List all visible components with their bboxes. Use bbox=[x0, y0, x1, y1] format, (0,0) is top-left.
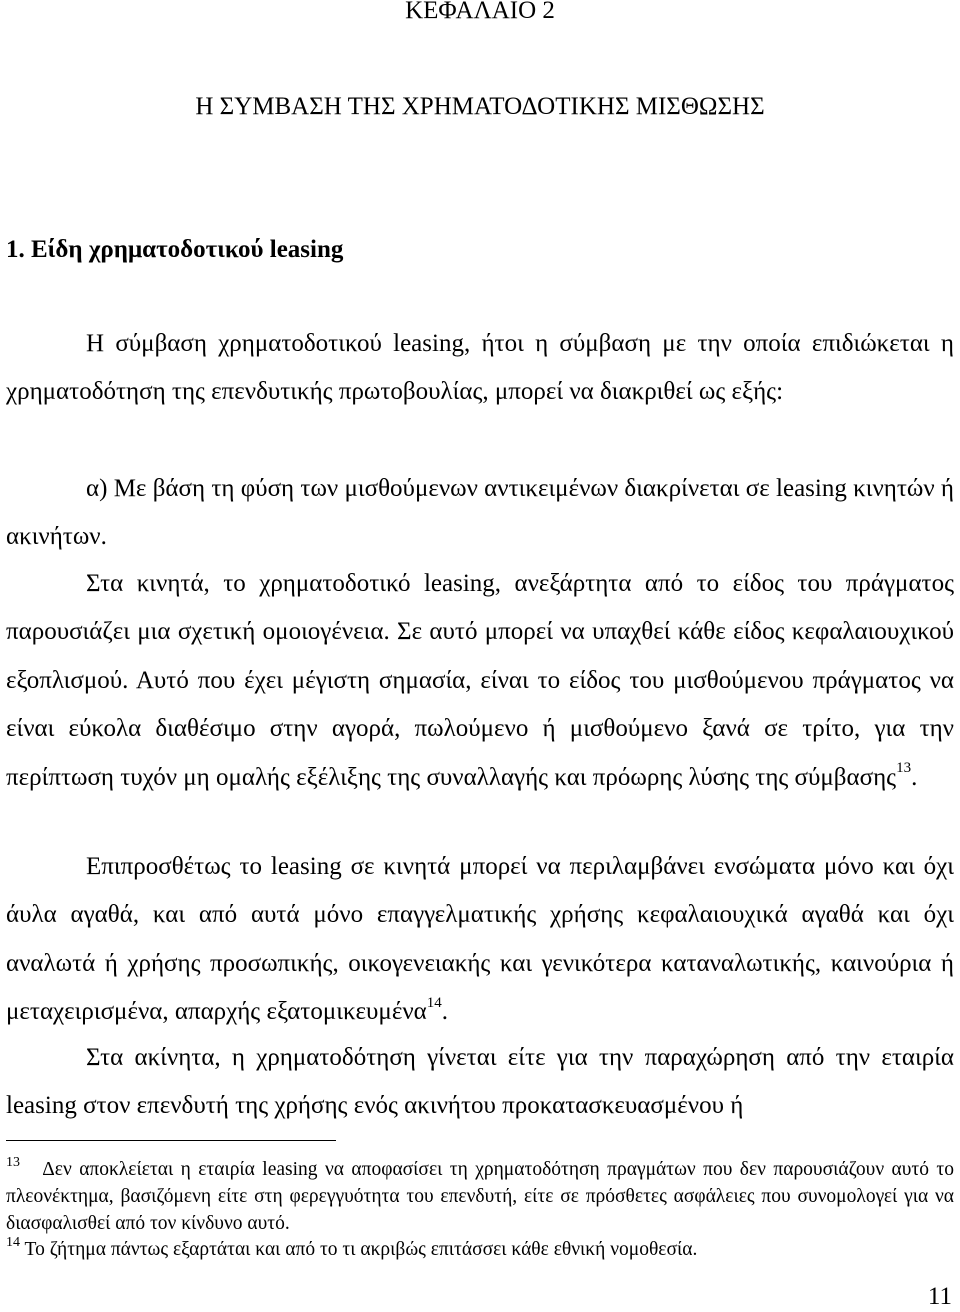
footnote-13 bbox=[6, 1156, 954, 1237]
section-heading: 1. Είδη χρηματοδοτικού leasing bbox=[6, 236, 344, 263]
footnote-text: Δεν αποκλείεται η εταιρία leasing να αποφασίσει τη χρηματοδότηση πραγμάτων που δεν παρουσιάζουν αυτό το πλεονέκτημα, βασιζόμενη είτε στη φερεγγυότητα του επενδυτή, είτε σε πρόσθετες ασφάλειες που συνομολογεί για να διασφαλισθεί από τον κίνδυνο αυτό. bbox=[6, 1159, 954, 1234]
footnote-number: 14 bbox=[6, 1234, 20, 1250]
page-number: 11 bbox=[927, 1283, 952, 1310]
paragraph-3 bbox=[6, 560, 954, 802]
footnote-text: Το ζήτημα πάντως εξαρτάται και από το τι ακριβώς επιτάσσει κάθε εθνική νομοθεσία. bbox=[24, 1239, 698, 1260]
paragraph-5: Στα ακίνητα, η χρηματοδότηση γίνεται είτε για την παραχώρηση από την εταιρία leasing στον επενδυτή της χρήσης ενός ακινήτου προκατασκευασμένου ή bbox=[6, 1044, 954, 1120]
paragraph-4-text: Επιπροσθέτως το leasing σε κινητά μπορεί να περιλαμβάνει ενσώματα μόνο και όχι άυλα αγαθά, και από αυτά μόνο επαγγελματικής χρήσης κεφαλαιουχικά αγαθά και όχι αναλωτά ή χρήσης προσωπικής, οικογενειακής και γενικότερα καταναλωτικής, καινούρια ή μεταχειρισμένα, απαρχής εξατομικευμένα bbox=[6, 853, 954, 1026]
paragraph-3-end: . bbox=[911, 763, 918, 791]
chapter-title: Η ΣΥΜΒΑΣΗ ΤΗΣ ΧΡΗΜΑΤΟΔΟΤΙΚΗΣ ΜΙΣΘΩΣΗΣ bbox=[195, 93, 765, 120]
footnote-ref-14[interactable]: 14 bbox=[426, 994, 442, 1011]
footnote-number: 13 bbox=[6, 1154, 20, 1170]
paragraph-2: α) Με βάση τη φύση των μισθούμενων αντικειμένων διακρίνεται σε leasing κινητών ή ακινήτων. bbox=[6, 475, 954, 551]
paragraph-4-end: . bbox=[441, 998, 448, 1026]
paragraph-3-text: Στα κινητά, το χρηματοδοτικό leasing, ανεξάρτητα από το είδος του πράγματος παρουσιάζει μια σχετική ομοιογένεια. Σε αυτό μπορεί να υπαχθεί κάθε είδος κεφαλαιουχικού εξοπλισμού. Αυτό που έχει μέγιστη σημασία, είναι το είδος του μισθούμενου πράγματος να είναι εύκολα διαθέσιμο στην αγορά, πωλούμενο ή μισθούμενο ξανά σε τρίτο, για την περίπτωση τυχόν μη ομαλής εξέλιξης της συναλλαγής και πρόωρης λύσης της σύμβασης bbox=[6, 570, 954, 791]
footnote-separator bbox=[6, 1140, 336, 1141]
footnote-14 bbox=[6, 1236, 954, 1263]
paragraph-1: Η σύμβαση χρηματοδοτικού leasing, ήτοι η σύμβαση με την οποία επιδιώκεται η χρηματοδότηση της επενδυτικής πρωτοβουλίας, μπορεί να διακριθεί ως εξής: bbox=[6, 330, 954, 406]
chapter-label: ΚΕΦΑΛΑΙΟ 2 bbox=[405, 0, 555, 24]
paragraph-4 bbox=[6, 843, 954, 1037]
footnote-ref-13[interactable]: 13 bbox=[896, 760, 912, 777]
